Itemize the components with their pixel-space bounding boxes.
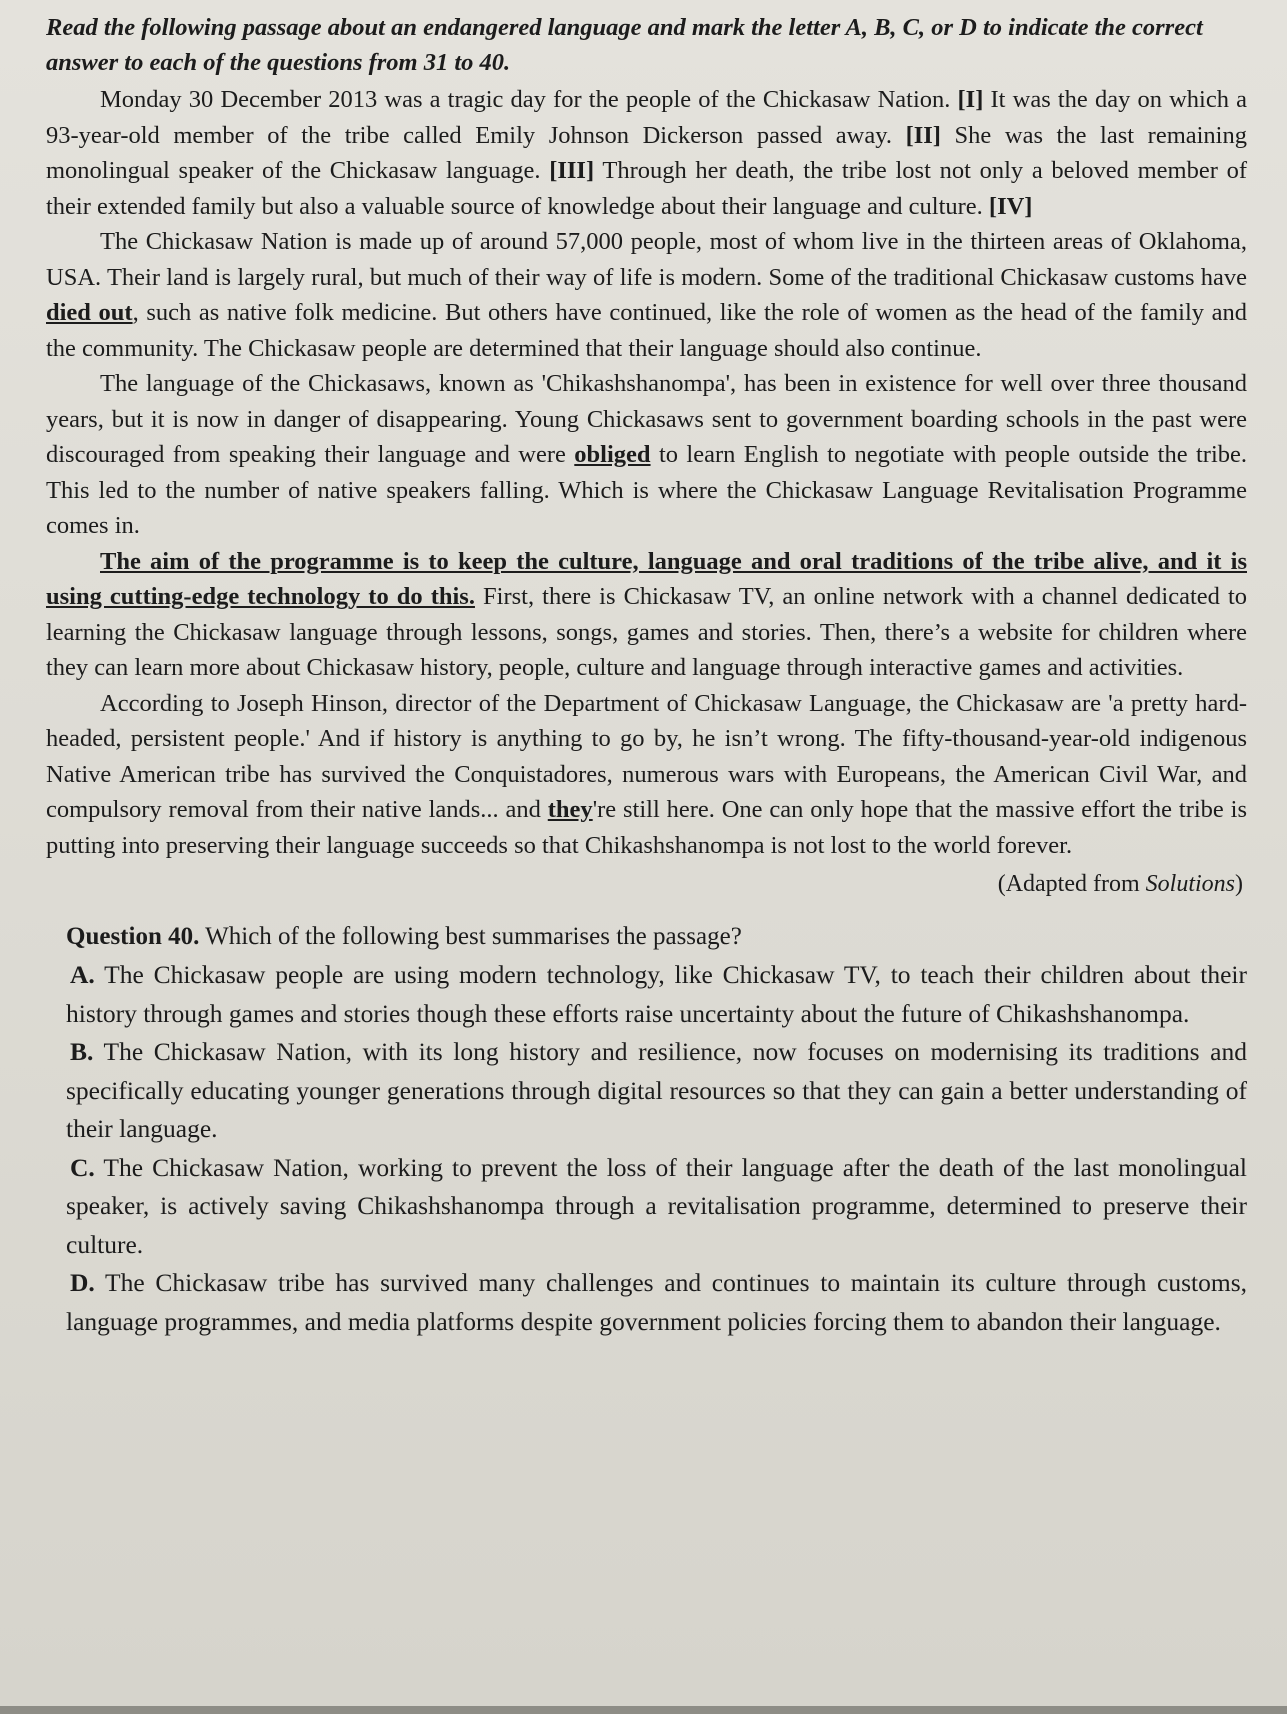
option-a-letter: A.	[70, 960, 95, 989]
p2-text-2: , such as native folk medicine. But others have continued, like the role of women as the head of the family and the community. The Chickasaw people are determined that their language should also continue.	[46, 299, 1248, 362]
option-c-text: The Chickasaw Nation, working to prevent the loss of their language after the death of the last monolingual speaker, is actively saving Chikashshanompa through a revitalisation programme, determined to preserve their culture.	[66, 1152, 1247, 1259]
question-number: Question 40.	[66, 923, 200, 950]
question-40	[66, 918, 1247, 1341]
option-c-letter: C.	[70, 1152, 95, 1182]
passage-paragraph-3	[46, 366, 1247, 544]
passage-paragraph-1	[46, 82, 1247, 224]
p1-sentence-3: She was the last remaining monolingual speaker of the Chickasaw language.	[46, 121, 1247, 184]
p3-text-2: to learn English to negotiate with people outside the tribe. This led to the number of native speakers falling. Which is where the Chickasaw Language Revitalisation Programme comes in.	[46, 441, 1248, 539]
underlined-obliged: obliged	[574, 441, 651, 468]
p3-text-1: The language of the Chickasaws, known as 'Chikashshanompa', has been in existence for well over three thousand years, but it is now in danger of disappearing. Young Chickasaws sent to government boarding schools in the past were discouraged from speaking their language and were	[46, 370, 1247, 468]
p1-sentence-1: Monday 30 December 2013 was a tragic day for the people of the Chickasaw Nation.	[100, 86, 958, 113]
p4-text-1: First, there is Chickasaw TV, an online network with a channel dedicated to learning the Chickasaw language through lessons, songs, games and stories. Then, there’s a website for children where they can learn more about Chickasaw history, people, culture and language through interactive games and activities.	[46, 583, 1247, 681]
option-b-letter: B.	[70, 1037, 94, 1066]
underlined-died-out: died out	[46, 299, 133, 326]
option-d-letter: D.	[70, 1268, 95, 1297]
p1-sentence-4: Through her death, the tribe lost not only a beloved member of their extended family but also a valuable source of knowledge about their language and culture.	[46, 157, 1247, 220]
marker-I: [I]	[957, 86, 984, 113]
source-credit	[46, 867, 1243, 902]
source-suffix: )	[1235, 871, 1243, 897]
option-b[interactable]	[66, 1033, 1247, 1149]
option-c[interactable]	[66, 1149, 1247, 1265]
option-d[interactable]	[66, 1264, 1247, 1341]
option-b-text: The Chickasaw Nation, with its long history and resilience, now focuses on modernising its traditions and specifically educating younger generations through digital resources so that they can gain a better understanding of their language.	[66, 1037, 1247, 1143]
p5-text-2: 're still here. One can only hope that the massive effort the tribe is putting into preserving their language succeeds so that Chikashshanompa is not lost to the world forever.	[46, 796, 1247, 859]
option-a[interactable]	[66, 956, 1247, 1033]
option-a-text: The Chickasaw people are using modern technology, like Chickasaw TV, to teach their children about their history through games and stories though these efforts raise uncertainty about the future of Chikashshanompa.	[66, 960, 1247, 1028]
option-d-text: The Chickasaw tribe has survived many challenges and continues to maintain its culture through customs, language programmes, and media platforms despite government policies forcing them to abandon their language.	[66, 1268, 1247, 1336]
p2-text-1: The Chickasaw Nation is made up of around 57,000 people, most of whom live in the thirteen areas of Oklahoma, USA. Their land is largely rural, but much of their way of life is modern. Some of the traditional Chickasaw customs have	[46, 228, 1247, 291]
underlined-aim-sentence: The aim of the programme is to keep the culture, language and oral traditions of the tribe alive, and it is using cutting-edge technology to do this.	[46, 547, 1247, 610]
source-prefix: (Adapted from	[997, 871, 1146, 897]
source-title: Solutions	[1145, 871, 1235, 897]
page-bottom-edge	[0, 1706, 1287, 1714]
passage-paragraph-2	[46, 224, 1247, 366]
question-text: Which of the following best summarises the passage?	[199, 923, 742, 950]
p1-sentence-2: It was the day on which a 93-year-old member of the tribe called Emily Johnson Dickerson passed away.	[46, 86, 1247, 149]
p5-text-1: According to Joseph Hinson, director of the Department of Chickasaw Language, the Chickasaw are 'a pretty hard-headed, persistent people.' And if history is anything to go by, he isn’t wrong. The fifty-thousand-year-old indigenous Native American tribe has survived the Conquistadores, numerous wars with Europeans, the American Civil War, and compulsory removal from their native lands... and	[46, 689, 1247, 823]
underlined-they: they	[547, 796, 593, 823]
instruction: Read the following passage about an endangered language and mark the letter A, B, C, or D to indicate the correct answer to each of the questions from 31 to 40.	[46, 14, 1203, 76]
marker-III: [III]	[549, 157, 595, 184]
marker-IV: [IV]	[988, 192, 1033, 220]
marker-II: [II]	[905, 121, 941, 149]
passage-paragraph-4	[46, 544, 1247, 686]
question-stem	[66, 918, 1247, 956]
passage-paragraph-5	[46, 686, 1247, 864]
